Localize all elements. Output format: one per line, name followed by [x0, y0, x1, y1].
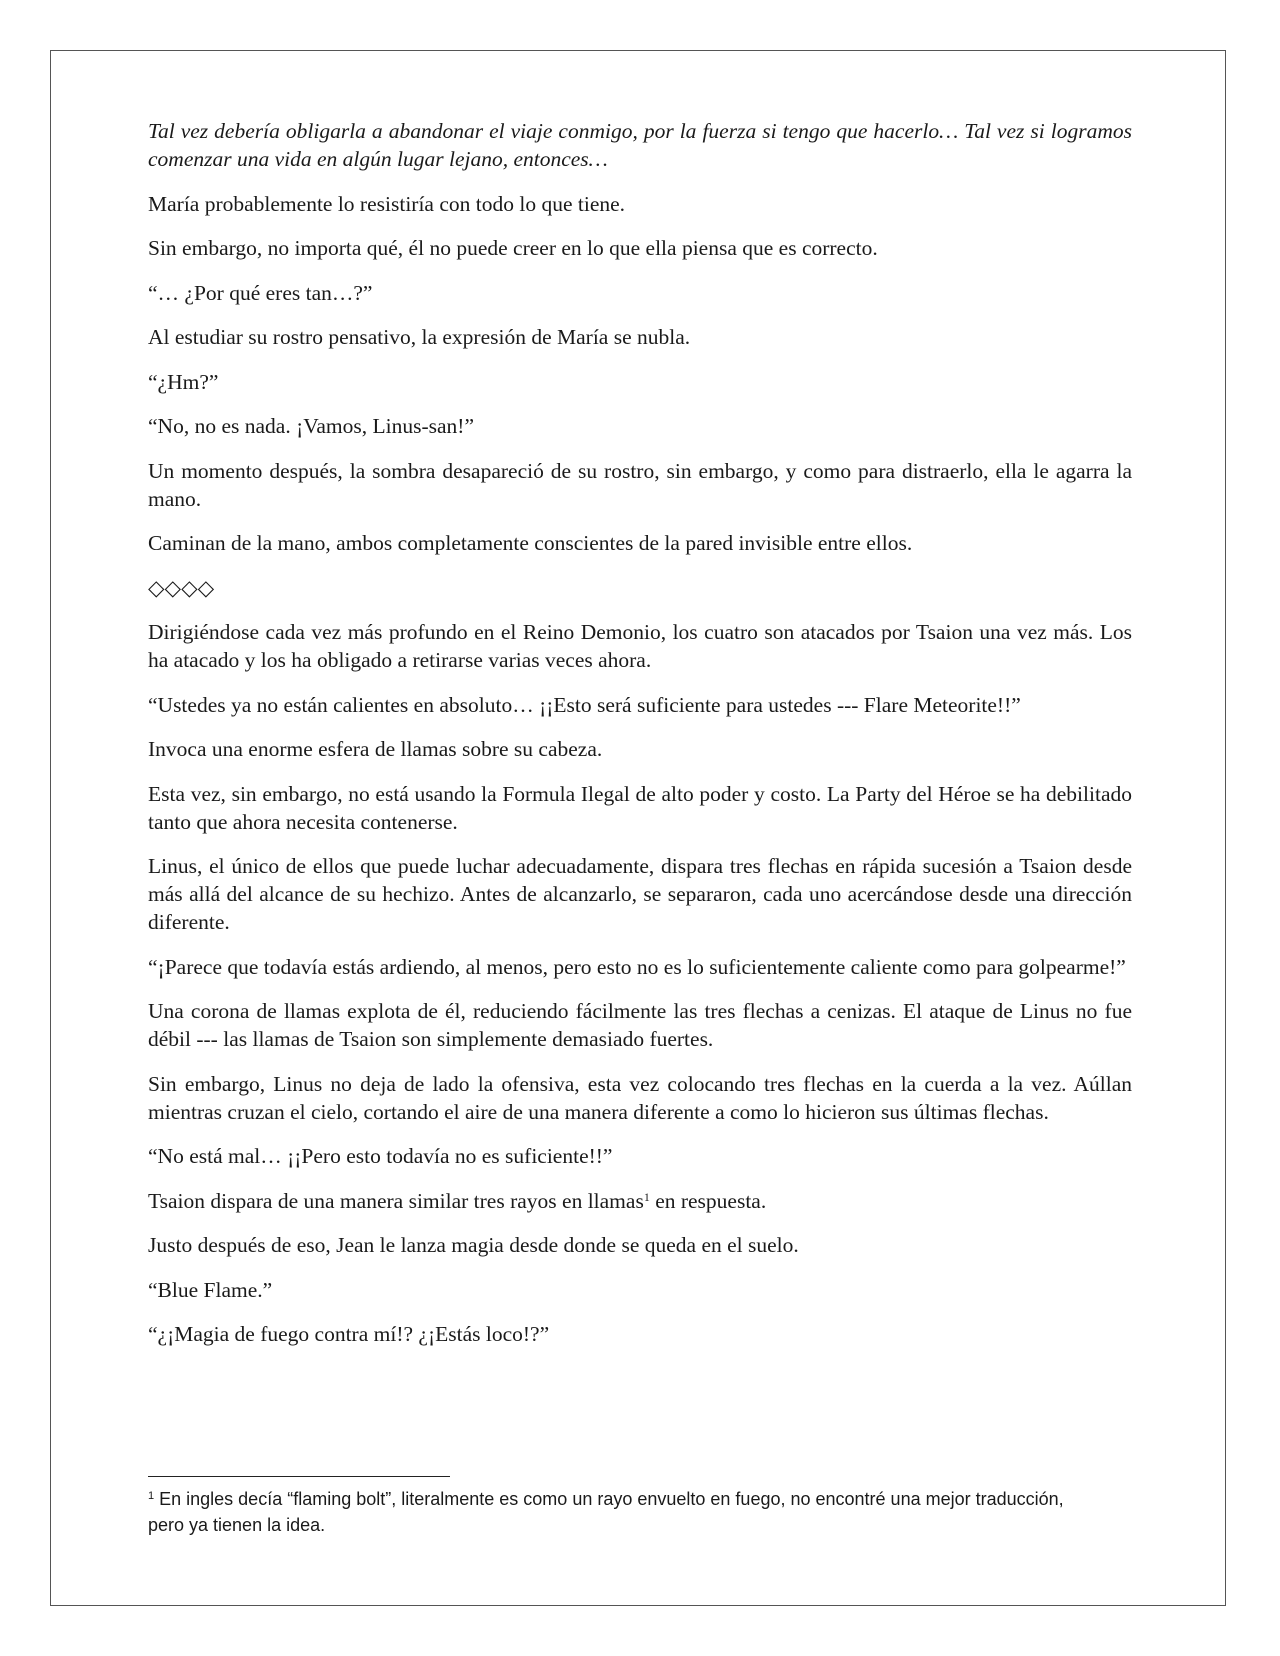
paragraph-16: Una corona de llamas explota de él, reduciendo fácilmente las tres flechas a cenizas. El ataque de Linus no fue débil --- las llamas de Tsaion son simplemente demasiado fuertes. [148, 999, 1132, 1051]
scene-break: ◇◇◇◇ [148, 575, 215, 600]
paragraph-7: “No, no es nada. ¡Vamos, Linus-san!” [148, 414, 474, 438]
paragraph-19-after: en respuesta. [649, 1188, 767, 1213]
footnote-text: En ingles decía “flaming bolt”, literalmente es como un rayo envuelto en fuego, no encontré una mejor traducción, pero ya tienen la idea. [148, 1489, 1064, 1535]
paragraph-9: Caminan de la mano, ambos completamente conscientes de la pared invisible entre ellos. [148, 531, 913, 555]
paragraph-17: Sin embargo, Linus no deja de lado la ofensiva, esta vez colocando tres flechas en la cuerda a la vez. Aúllan mientras cruzan el cielo, cortando el aire de una manera diferente a como lo hicieron sus últimas flechas. [148, 1071, 1132, 1124]
paragraph-3: Sin embargo, no importa qué, él no puede creer en lo que ella piensa que es correcto. [148, 236, 878, 260]
paragraph-1: Tal vez debería obligarla a abandonar el viaje conmigo, por la fuerza si tengo que hacerlo… Tal vez si logramos comenzar una vida en algún lugar lejano, entonces… [148, 119, 1132, 171]
paragraph-12: Invoca una enorme esfera de llamas sobre su cabeza. [148, 737, 603, 761]
body-text [148, 117, 1132, 1365]
paragraph-15: “¡Parece que todavía estás ardiendo, al menos, pero esto no es lo suficientemente caliente como para golpearme!” [148, 954, 1126, 979]
paragraph-21: “Blue Flame.” [148, 1277, 273, 1302]
paragraph-18: “No está mal… ¡¡Pero esto todavía no es suficiente!!” [148, 1144, 613, 1168]
paragraph-13: Esta vez, sin embargo, no está usando la Formula Ilegal de alto poder y costo. La Party del Héroe se ha debilitado tanto que ahora necesita contenerse. [148, 781, 1132, 834]
paragraph-11: “Ustedes ya no están calientes en absoluto… ¡¡Esto será suficiente para ustedes --- Flare Meteorite!!” [148, 692, 1021, 717]
footnote-reference: 1 [643, 1189, 650, 1204]
paragraph-6: “¿Hm?” [148, 369, 219, 394]
paragraph-8: Un momento después, la sombra desapareció de su rostro, sin embargo, y como para distraerlo, ella le agarra la mano. [148, 458, 1132, 511]
paragraph-14: Linus, el único de ellos que puede luchar adecuadamente, dispara tres flechas en rápida sucesión a Tsaion desde más allá del alcance de su hechizo. Antes de alcanzarlo, se separaron, cada uno acercándose desde una dirección diferente. [148, 854, 1132, 934]
paragraph-19 [148, 1187, 1132, 1215]
paragraph-2: María probablemente lo resistiría con todo lo que tiene. [148, 191, 626, 216]
paragraph-19-text: Tsaion dispara de una manera similar tres rayos en llamas [148, 1188, 644, 1213]
paragraph-4: “… ¿Por qué eres tan…?” [148, 280, 373, 305]
footnote-separator [148, 1476, 450, 1477]
footnote-marker: 1 [148, 1490, 155, 1502]
paragraph-20: Justo después de eso, Jean le lanza magia desde donde se queda en el suelo. [148, 1233, 799, 1257]
footnote [148, 1486, 1088, 1538]
paragraph-5: Al estudiar su rostro pensativo, la expresión de María se nubla. [148, 325, 691, 349]
paragraph-10: Dirigiéndose cada vez más profundo en el Reino Demonio, los cuatro son atacados por Tsaion una vez más. Los ha atacado y los ha obligado a retirarse varias veces ahora. [148, 620, 1132, 672]
paragraph-22: “¿¡Magia de fuego contra mí!? ¿¡Estás loco!?” [148, 1322, 550, 1346]
